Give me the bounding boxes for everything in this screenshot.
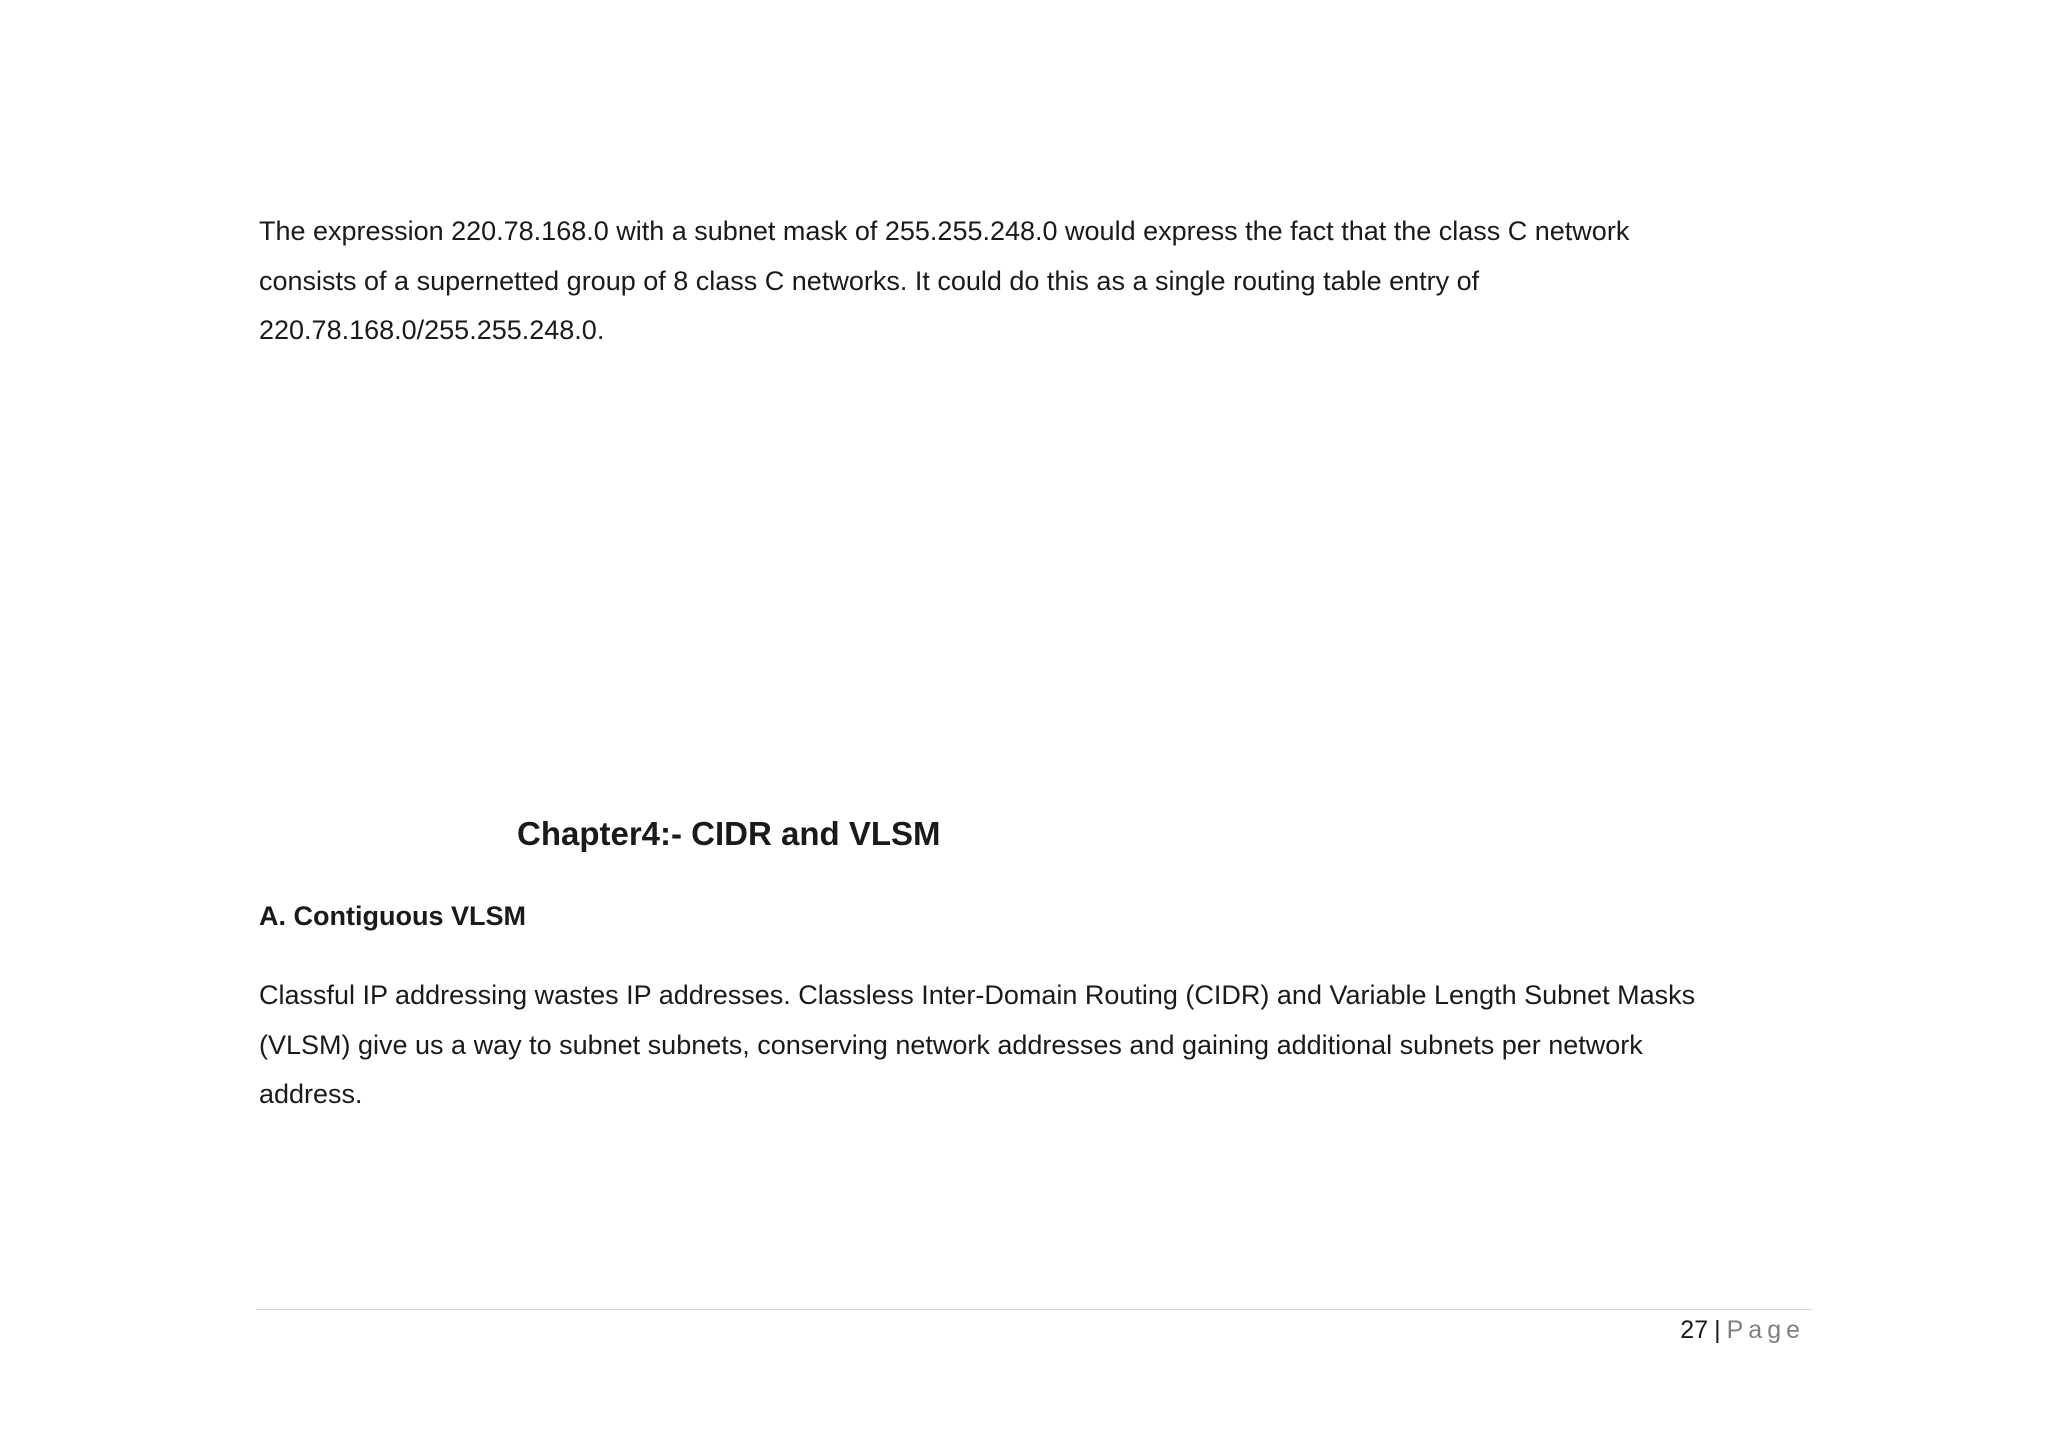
paragraph-line: 220.78.168.0/255.255.248.0.	[259, 315, 605, 345]
paragraph-line: The expression 220.78.168.0 with a subnet mask of 255.255.248.0 would express the fact that the class C network	[259, 216, 1630, 246]
page-number: 27	[1680, 1316, 1709, 1344]
footer-divider	[256, 1309, 1812, 1310]
intro-paragraph	[259, 207, 1819, 356]
paragraph-line: consists of a supernetted group of 8 class C networks. It could do this as a single routing table entry of	[259, 265, 1480, 296]
chapter-title: Chapter4:- CIDR and VLSM	[517, 815, 941, 852]
page-footer	[1680, 1312, 1805, 1348]
vlsm-paragraph	[259, 971, 1819, 1120]
page-separator: |	[1714, 1316, 1721, 1344]
page-label: Page	[1726, 1316, 1805, 1344]
section-heading: A. Contiguous VLSM	[259, 901, 526, 931]
paragraph-line: Classful IP addressing wastes IP addresses. Classless Inter-Domain Routing (CIDR) and Variable Length Subnet Masks	[259, 980, 1696, 1010]
paragraph-line: address.	[259, 1079, 363, 1109]
paragraph-line: (VLSM) give us a way to subnet subnets, conserving network addresses and gaining additional subnets per network	[259, 1029, 1643, 1060]
